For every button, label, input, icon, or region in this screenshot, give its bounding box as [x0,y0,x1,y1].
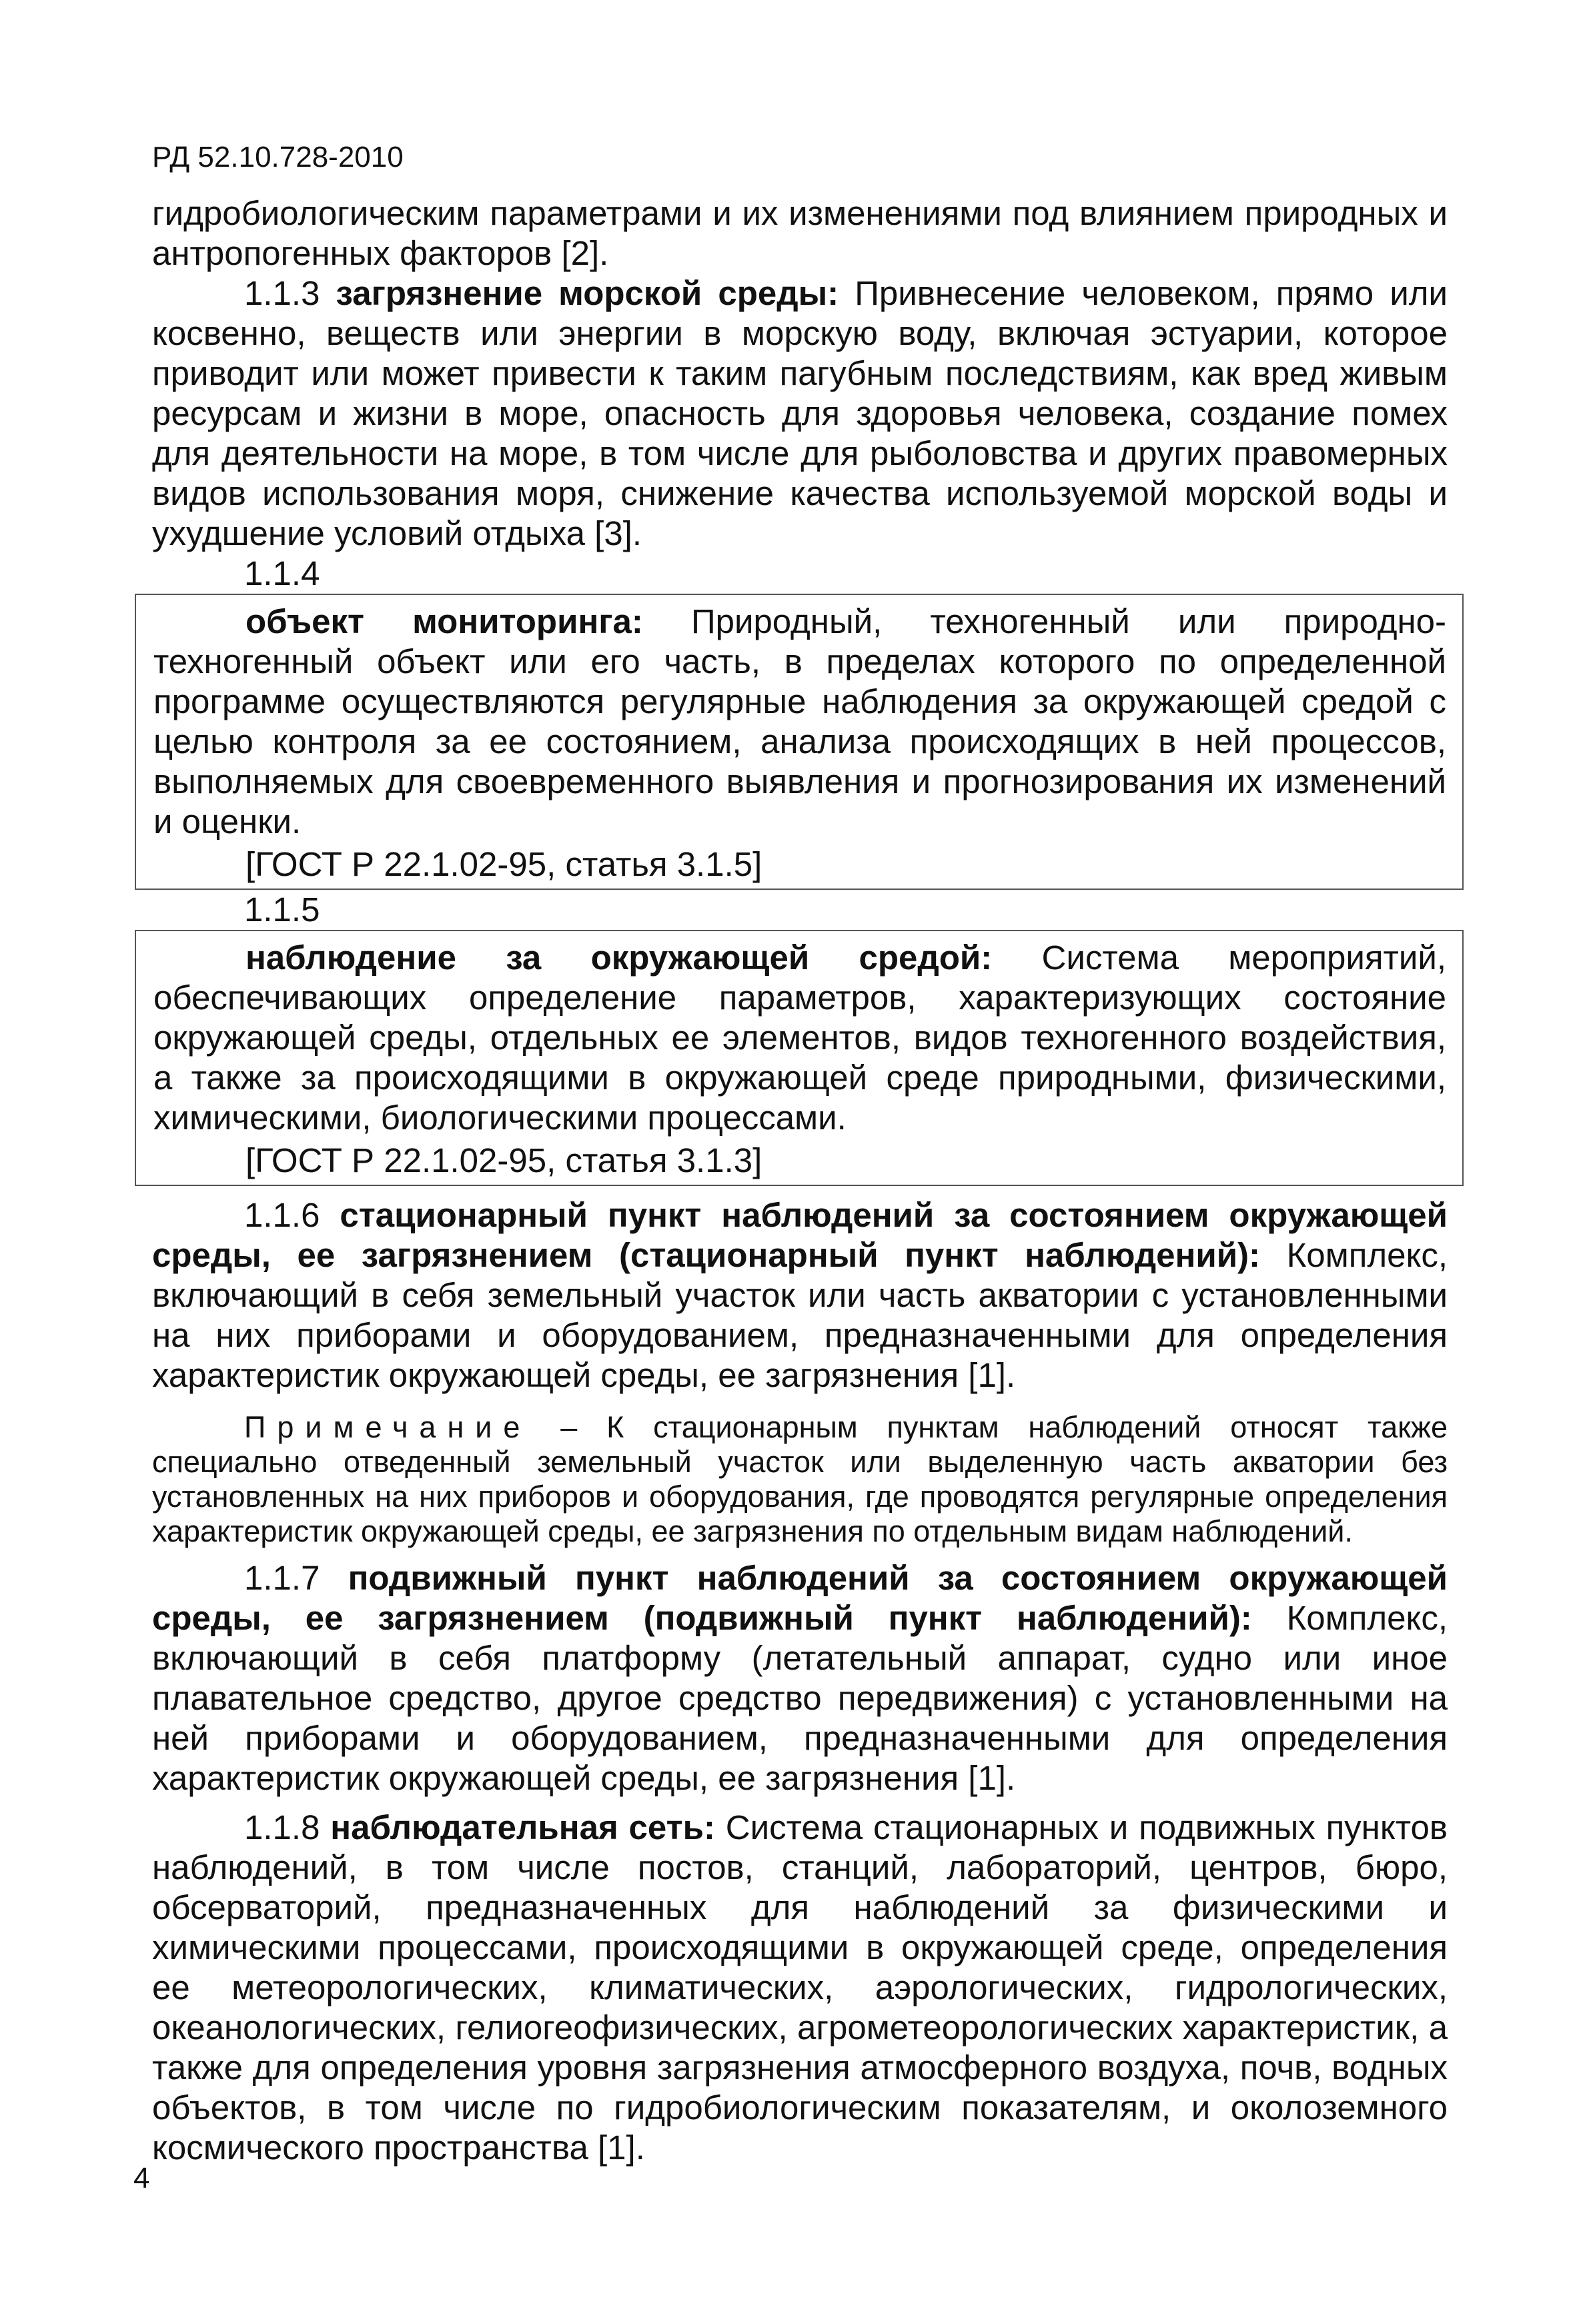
term-title: объект мониторинга: [245,602,643,640]
document-body [152,193,1448,2168]
page-number: 4 [133,2162,150,2195]
term-definition: Комплекс, включающий в себя платформу (летательный аппарат, судно или иное плавательное средство, другое средство передвижения) с установленными на ней приборами и оборудованием, предназначенными для определения характеристик окружающей среды, ее загрязнения [1]. [152,1599,1448,1797]
intro-paragraph: гидробиологическим параметрами и их изменениями под влиянием природных и антропогенных факторов [2]. [152,194,1448,272]
term-definition: Природный, техногенный или природно-техногенный объект или его часть, в пределах которого по определенной программе осуществляются регулярные наблюдения за окружающей средой с целью контроля за ее состоянием, анализа происходящих в ней процессов, выполняемых для своевременного выявления и прогнозирования их изменений и оценки. [153,602,1447,840]
note-text: – К стационарным пунктам наблюдений относят также специально отведенный земельный участок или выделенную часть акватории без установленных на них приборов и оборудования, где проводятся регулярные определения характеристик окружающей среды, ее загрязнения по отдельным видам наблюдений. [152,1410,1448,1548]
term-number: 1.1.8 [244,1808,320,1846]
term-1-1-8 [152,1808,1448,2168]
term-title: стационарный пункт наблюдений за состоянием окружающей среды, ее загрязнением (стационарный пункт наблюдений): [152,1196,1448,1274]
term-title: подвижный пункт наблюдений за состоянием окружающей среды, ее загрязнением (подвижный пункт наблюдений): [152,1559,1448,1637]
term-1-1-3 [152,273,1448,554]
term-1-1-5-box [135,930,1464,1186]
term-1-1-5 [153,938,1446,1138]
term-1-1-7 [152,1558,1448,1798]
term-title: наблюдение за окружающей средой: [245,939,993,977]
term-title: загрязнение морской среды: [336,274,839,312]
term-definition: Система стационарных и подвижных пунктов наблюдений, в том числе постов, станций, лабораторий, центров, бюро, обсерваторий, предназначенных для наблюдений за физическими и химическими процессами, происходящими в окружающей среде, определения ее метеорологических, климатических, аэрологических, гидрологических, океанологических, гелиогеофизических, агрометеорологических характеристик, а также для определения уровня загрязнения атмосферного воздуха, почв, водных объектов, в том числе по гидробиологическим показателям, и околоземного космического пространства [1]. [152,1808,1448,2167]
term-1-1-6 [152,1195,1448,1395]
source-reference: [ГОСТ Р 22.1.02-95, статья 3.1.3] [245,1141,762,1179]
term-number: 1.1.7 [244,1559,320,1597]
document-code: РД 52.10.728-2010 [152,141,404,173]
term-number: 1.1.4 [244,554,320,592]
term-title: наблюдательная сеть: [330,1808,715,1846]
term-1-1-4 [153,602,1446,842]
term-number: 1.1.6 [244,1196,320,1234]
term-number: 1.1.5 [244,891,320,929]
term-definition: Комплекс, включающий в себя земельный участок или часть акватории с установленными на них приборами и оборудованием, предназначенными для определения характеристик окружающей среды, ее загрязнения [1]. [152,1236,1448,1394]
note-paragraph [152,1410,1448,1549]
note-label: Примечание [244,1410,532,1444]
term-1-1-4-box [135,594,1464,890]
term-definition: Привнесение человеком, прямо или косвенно, веществ или энергии в морскую воду, включая эстуарии, которое приводит или может привести к таким пагубным последствиям, как вред живым ресурсам и жизни в море, опасность для здоровья человека, создание помех для деятельности на море, в том числе для рыболовства и других правомерных видов использования моря, снижение качества используемой морской воды и ухудшение условий отдыха [3]. [152,274,1448,552]
term-number: 1.1.3 [244,274,320,312]
source-reference: [ГОСТ Р 22.1.02-95, статья 3.1.5] [245,845,762,883]
term-definition: Система мероприятий, обеспечивающих определение параметров, характеризующих состояние окружающей среды, отдельных ее элементов, видов техногенного воздействия, а также за происходящими в окружающей среде природными, физическими, химическими, биологическими процессами. [153,939,1446,1137]
